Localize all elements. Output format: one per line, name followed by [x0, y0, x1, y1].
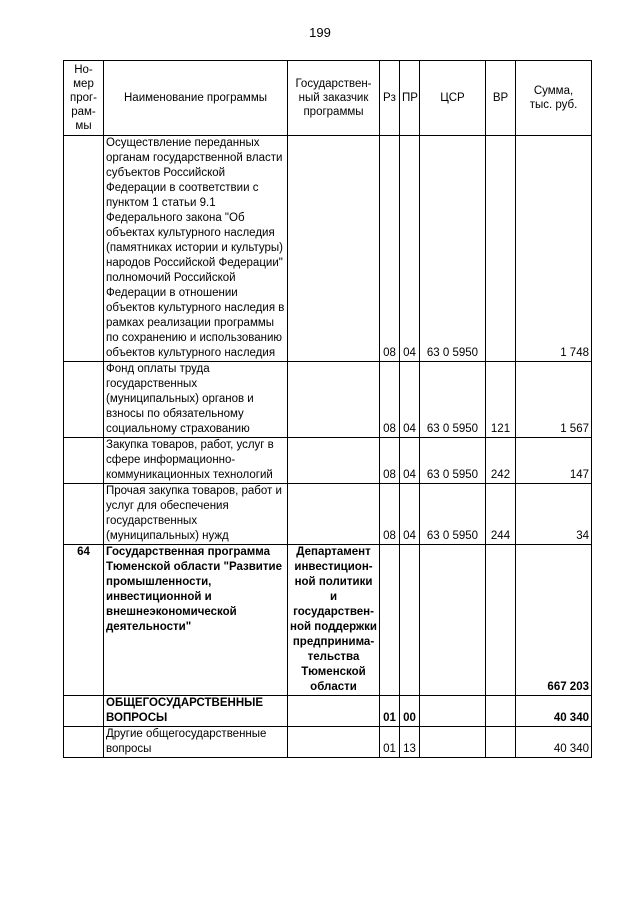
table-header-row	[64, 61, 592, 136]
cell-vr	[486, 696, 516, 727]
header-program-number-text: Но- мер прог- рам- мы	[69, 64, 98, 132]
table-row	[64, 136, 592, 362]
cell-sum: 1 748	[516, 136, 592, 362]
header-pr: ПР	[400, 61, 420, 136]
cell-program-name: Другие общегосударственные вопросы	[104, 727, 288, 758]
cell-vr: 242	[486, 438, 516, 484]
cell-program-name: Государственная программа Тюменской области "Развитие промышленности, инвестиционной и внешнеэкономической деятельности"	[104, 545, 288, 696]
header-state-customer-text: Государствен- ный заказчик программы	[295, 78, 372, 118]
cell-sum: 1 567	[516, 362, 592, 438]
cell-program-number	[64, 484, 104, 545]
table-row	[64, 727, 592, 758]
cell-csr: 63 0 5950	[420, 484, 486, 545]
cell-program-name: Осуществление переданных органам государственной власти субъектов Российской Федерации в соответствии с пунктом 1 статьи 9.1 Федерального закона "Об объектах культурного наследия (памятниках истории и культуры) народов Российской Федерации" полномочий Российской Федерации в отношении объектов культурного наследия в рамках реализации программы по сохранению и использованию объектов культурного наследия	[104, 136, 288, 362]
cell-rz	[380, 545, 400, 696]
cell-program-number	[64, 136, 104, 362]
cell-vr	[486, 136, 516, 362]
cell-sum: 34	[516, 484, 592, 545]
header-state-customer	[288, 61, 380, 136]
table-row	[64, 362, 592, 438]
cell-vr	[486, 545, 516, 696]
cell-rz: 08	[380, 136, 400, 362]
page-number: 199	[309, 25, 331, 40]
cell-state-customer	[288, 438, 380, 484]
cell-sum: 147	[516, 438, 592, 484]
cell-csr: 63 0 5950	[420, 362, 486, 438]
cell-state-customer: Департамент инвестицион-ной политики и государствен-ной поддержки предпринима-тельства Тюменской области	[288, 545, 380, 696]
cell-program-number	[64, 696, 104, 727]
cell-program-number	[64, 438, 104, 484]
cell-csr	[420, 696, 486, 727]
header-csr: ЦСР	[420, 61, 486, 136]
cell-state-customer	[288, 362, 380, 438]
cell-program-name: Закупка товаров, работ, услуг в сфере информационно-коммуникационных технологий	[104, 438, 288, 484]
cell-program-name: Фонд оплаты труда государственных (муниципальных) органов и взносы по обязательному социальному страхованию	[104, 362, 288, 438]
budget-table	[63, 60, 592, 758]
cell-pr: 04	[400, 484, 420, 545]
cell-pr	[400, 545, 420, 696]
header-sum-text: Сумма, тыс. руб.	[529, 85, 578, 111]
header-vr: ВР	[486, 61, 516, 136]
table-row	[64, 438, 592, 484]
cell-pr: 04	[400, 362, 420, 438]
cell-state-customer	[288, 696, 380, 727]
cell-program-name: Прочая закупка товаров, работ и услуг для обеспечения государственных (муниципальных) нужд	[104, 484, 288, 545]
cell-sum: 40 340	[516, 696, 592, 727]
cell-rz: 08	[380, 362, 400, 438]
table-row-section	[64, 696, 592, 727]
cell-sum: 40 340	[516, 727, 592, 758]
cell-csr	[420, 545, 486, 696]
cell-rz: 08	[380, 438, 400, 484]
cell-pr: 04	[400, 438, 420, 484]
cell-vr	[486, 727, 516, 758]
cell-sum: 667 203	[516, 545, 592, 696]
cell-program-name: ОБЩЕГОСУДАРСТВЕННЫЕ ВОПРОСЫ	[104, 696, 288, 727]
cell-csr	[420, 727, 486, 758]
cell-state-customer	[288, 136, 380, 362]
header-program-name: Наименование программы	[104, 61, 288, 136]
cell-pr: 13	[400, 727, 420, 758]
cell-vr: 121	[486, 362, 516, 438]
cell-state-customer	[288, 484, 380, 545]
header-sum	[516, 61, 592, 136]
cell-csr: 63 0 5950	[420, 136, 486, 362]
cell-program-number	[64, 362, 104, 438]
cell-pr: 04	[400, 136, 420, 362]
cell-csr: 63 0 5950	[420, 438, 486, 484]
cell-pr: 00	[400, 696, 420, 727]
cell-rz: 08	[380, 484, 400, 545]
header-rz: Рз	[380, 61, 400, 136]
cell-state-customer	[288, 727, 380, 758]
cell-program-number	[64, 727, 104, 758]
table-row	[64, 484, 592, 545]
cell-rz: 01	[380, 727, 400, 758]
cell-rz: 01	[380, 696, 400, 727]
table-row-program	[64, 545, 592, 696]
header-program-number	[64, 61, 104, 136]
cell-program-number: 64	[64, 545, 104, 696]
cell-vr: 244	[486, 484, 516, 545]
